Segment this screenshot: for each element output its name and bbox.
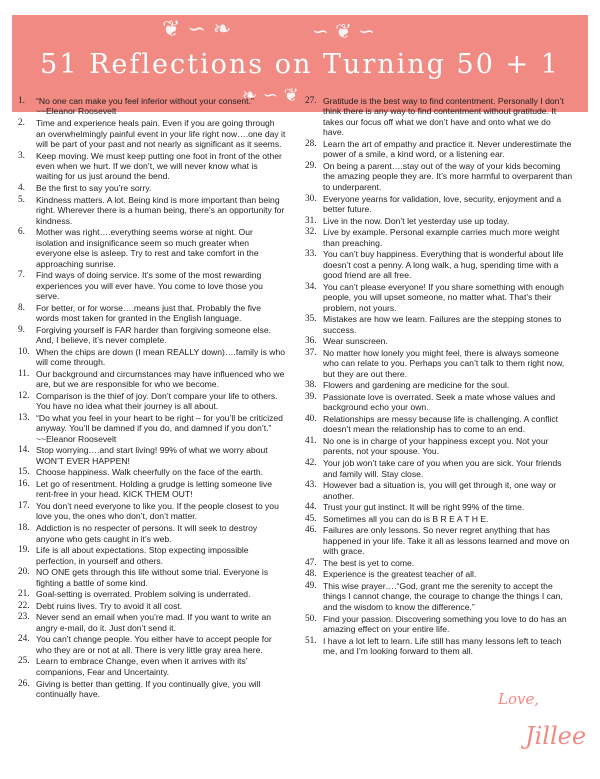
swirl-ornament-icon: ❧ ∽ ❦ (242, 85, 299, 106)
list-item (305, 525, 573, 556)
list-item (305, 558, 573, 568)
item-text: “Do what you feel in your heart to be right – for you’ll be criticized anyway. You’ll be damned if you do, and damned if you don’t.” ~~Eleanor Roosevelt (36, 412, 283, 444)
item-number: 25. (18, 656, 30, 667)
list-item (305, 458, 573, 479)
list-item (18, 325, 286, 346)
item-text: Find your passion. Discovering something you love to do has an amazing effect on your entire life. (323, 613, 567, 634)
item-number: 31. (305, 215, 317, 226)
item-text: Wear sunscreen. (323, 336, 388, 347)
item-number: 29. (305, 161, 317, 171)
list-item (305, 414, 573, 435)
item-number: 44. (305, 502, 317, 513)
list-item (18, 479, 286, 500)
list-item (18, 303, 286, 324)
list-item (18, 118, 286, 149)
list-item (305, 282, 573, 313)
item-number: 49. (305, 581, 317, 592)
item-number: 3. (18, 150, 25, 161)
list-item (18, 589, 286, 599)
list-item (18, 151, 286, 182)
list-item (305, 314, 573, 335)
item-text: Trust your gut instinct. It will be right 99% of the time. (323, 502, 525, 513)
item-number: 1. (18, 96, 25, 106)
item-number: 34. (305, 281, 317, 292)
item-text: Forgiving yourself is FAR harder than forgiving someone else. And, I believe, it’s never complete. (36, 324, 272, 346)
list-item (305, 139, 573, 160)
item-number: 16. (18, 478, 30, 489)
item-number: 11. (18, 368, 30, 379)
list-item (18, 601, 286, 611)
list-item (305, 581, 573, 612)
item-text: Never send an email when you’re mad. If you want to write an angry e-mail, do it. Just don’t send it. (36, 612, 272, 633)
list-item (18, 270, 286, 301)
reflections-list-right (305, 96, 573, 656)
reflections-list-left (18, 96, 286, 699)
list-item (18, 347, 286, 368)
item-number: 43. (305, 480, 317, 491)
list-item (305, 336, 573, 346)
item-number: 17. (18, 501, 30, 512)
item-text: Learn to embrace Change, even when it arrives with its’ companions, Fear and Uncertainty. (36, 656, 248, 677)
item-text: Live in the now. Don’t let yesterday use up today. (323, 215, 510, 226)
item-text: Be the first to say you’re sorry. (36, 183, 152, 194)
item-text: No one is in charge of your happiness except you. Not your parents, not your spouse. You. (323, 436, 549, 457)
item-number: 24. (18, 634, 30, 645)
item-text: Life is all about expectations. Stop expecting impossible perfection, in yourself and others. (36, 545, 249, 566)
item-number: 30. (305, 193, 317, 204)
item-number: 5. (18, 194, 25, 205)
list-item (305, 227, 573, 248)
item-text: Time and experience heals pain. Even if you are going through an overwhelmingly painful event in your life right now….one day it will be part of your past and not nearly as significant as it seems. (36, 118, 286, 149)
page-title: 51 Reflections on Turning 50 + 1 (40, 49, 560, 80)
signature-love: Love, (498, 690, 540, 708)
item-number: 13. (18, 412, 30, 423)
list-item (18, 612, 286, 633)
swirl-ornament-icon: ∽ ❦ ∽ (312, 19, 375, 43)
reflections-column-right (305, 96, 573, 658)
item-number: 38. (305, 380, 317, 391)
signature-name: Jillee (525, 722, 587, 750)
list-item (18, 391, 286, 412)
item-text: The best is yet to come. (323, 557, 415, 568)
list-item (18, 501, 286, 522)
item-text: Learn the art of empathy and practice it. Never underestimate the power of a smile, a kind word, or a listening ear. (323, 138, 572, 160)
list-item (18, 195, 286, 226)
list-item (18, 369, 286, 390)
list-item (305, 614, 573, 635)
item-text: Live by example. Personal example carries much more weight than preaching. (323, 227, 560, 248)
item-text: Everyone yearns for validation, love, security, enjoyment and a better future. (323, 193, 562, 214)
item-text: Mistakes are how we learn. Failures are the stepping stones to success. (323, 314, 562, 335)
list-item (305, 514, 573, 524)
item-text: Experience is the greatest teacher of all. (323, 569, 477, 580)
item-number: 6. (18, 227, 25, 238)
item-text: You can’t please everyone! If you share something with enough people, you will upset someone, no matter what. That’s their problem, not yours. (323, 281, 564, 313)
list-item (18, 413, 286, 444)
item-text: Giving is better than getting. If you continually give, you will continually have. (36, 678, 261, 699)
item-text: Your job won’t take care of you when you are sick. Your friends and family will. Stay close. (323, 458, 562, 479)
item-number: 9. (18, 324, 25, 335)
list-item (18, 523, 286, 544)
list-item (18, 656, 286, 677)
item-text: Gratitude is the best way to find contentment. Personally I don’t think there is any way to find contentment without gratitude. It takes our focus off what we don’t have and onto what we do have. (323, 96, 564, 138)
item-number: 32. (305, 227, 317, 238)
list-item (18, 567, 286, 588)
item-number: 35. (305, 314, 317, 325)
item-number: 46. (305, 525, 317, 536)
swirl-ornament-icon: ❦ ∽ ❧ (162, 17, 232, 42)
item-number: 15. (18, 467, 30, 478)
item-text: You don’t need everyone to like you. If the people closest to you love you, the ones who don’t, don’t matter. (36, 501, 279, 522)
item-number: 2. (18, 118, 25, 129)
list-item (305, 480, 573, 501)
item-text: Flowers and gardening are medicine for the soul. (323, 380, 510, 391)
item-text: “No one can make you feel inferior without your consent.” ~~Eleanor Roosevelt (36, 96, 254, 117)
item-text: Passionate love is overrated. Seek a mate whose values and background echo your own. (323, 391, 556, 413)
item-text: NO ONE gets through this life without some trial. Everyone is fighting a battle of some kind. (36, 567, 269, 588)
item-number: 20. (18, 567, 30, 578)
item-number: 41. (305, 436, 317, 447)
list-item (18, 96, 286, 117)
list-item (18, 183, 286, 193)
item-number: 23. (18, 612, 30, 623)
item-number: 18. (18, 523, 30, 534)
item-number: 8. (18, 302, 25, 313)
item-text: When the chips are down (I mean REALLY down)….family is who will come through. (36, 346, 286, 368)
item-text: Sometimes all you can do is B R E A T H E. (323, 513, 489, 524)
item-text: Keep moving. We must keep putting one foot in front of the other even when we hurt. If we don’t, we will never know what is waiting for us just around the bend. (36, 150, 282, 182)
item-number: 10. (18, 346, 30, 357)
item-number: 50. (305, 613, 317, 624)
list-item (305, 348, 573, 379)
list-item (305, 392, 573, 413)
item-text: Kindness matters. A lot. Being kind is more important than being right. Wherever there is a human being, there’s an opportunity for kindness. (36, 194, 285, 226)
list-item (305, 249, 573, 280)
item-number: 12. (18, 390, 30, 401)
item-text: You can’t buy happiness. Everything that is wonderful about life doesn’t cost a penny. A long walk, a hug, spending time with a good friend are all free. (323, 249, 564, 281)
item-number: 33. (305, 249, 317, 260)
list-item (305, 380, 573, 390)
item-text: I have a lot left to learn. Life still has many lessons left to teach me, and I’m looking forward to them all. (323, 635, 562, 657)
item-text: Mother was right….everything seems worse at night. Our isolation and insignificance seem so much greater when everyone else is asleep. Try to rest and take comfort in the approaching sunrise. (36, 227, 259, 269)
list-item (305, 569, 573, 579)
item-number: 26. (18, 678, 30, 689)
list-item (305, 216, 573, 226)
item-text: Addiction is no respecter of persons. It will seek to destroy anyone who gets caught in it’s web. (36, 523, 258, 544)
list-item (18, 679, 286, 700)
list-item (18, 634, 286, 655)
item-number: 42. (305, 458, 317, 469)
list-item (18, 467, 286, 477)
reflections-column-left (18, 96, 286, 701)
item-number: 36. (305, 336, 317, 347)
list-item (305, 502, 573, 512)
list-item (18, 445, 286, 466)
item-number: 19. (18, 545, 30, 556)
item-text: For better, or for worse….means just that. Probably the five words most taken for granted in the English language. (36, 302, 261, 324)
list-item (305, 436, 573, 457)
item-text: Choose happiness. Walk cheerfully on the face of the earth. (36, 467, 264, 478)
item-text: This wise prayer….“God, grant me the serenity to accept the things I cannot change, the courage to change the things I can, and the wisdom to know the difference.” (323, 581, 563, 612)
item-number: 28. (305, 138, 317, 149)
list-item (305, 96, 573, 138)
list-item (18, 545, 286, 566)
item-text: Stop worrying….and start living! 99% of what we worry about WON’T EVER HAPPEN! (36, 445, 268, 466)
item-text: Failures are only lessons. So never regret anything that has happened in your life. Take it all as lessons learned and move on with grace. (323, 525, 570, 557)
item-number: 39. (305, 391, 317, 402)
item-text: Comparison is the thief of joy. Don’t compare your life to others. You have no idea what their journey is all about. (36, 390, 278, 412)
item-text: You can’t change people. You either have to accept people for who they are or not at all. There is very little gray area here. (36, 634, 272, 655)
item-text: Let go of resentment. Holding a grudge is letting someone live rent-free in your head. KICK THEM OUT! (36, 478, 272, 500)
item-text: No matter how lonely you might feel, there is always someone who can relate to you. Perhaps you can’t talk to them right now, but they are out there. (323, 347, 565, 379)
item-text: Debt ruins lives. Try to avoid it all cost. (36, 600, 183, 611)
item-number: 22. (18, 600, 30, 611)
item-number: 7. (18, 270, 25, 281)
item-number: 48. (305, 569, 317, 580)
item-number: 51. (305, 635, 317, 646)
item-text: Goal-setting is overrated. Problem solving is underrated. (36, 589, 251, 600)
item-text: Find ways of doing service. It’s some of the most rewarding experiences you will ever have. You come to love those you serve. (36, 270, 263, 301)
item-number: 45. (305, 513, 317, 524)
item-number: 4. (18, 183, 25, 194)
list-item (305, 636, 573, 657)
item-text: On being a parent….stay out of the way of your kids becoming the amazing people they are. It’s more harmful to overparent than to underparent. (323, 161, 573, 192)
list-item (18, 227, 286, 269)
item-number: 21. (18, 589, 30, 600)
item-text: Relationships are messy because life is challenging. A conflict doesn’t mean the relationship has to come to an end. (323, 413, 559, 435)
item-number: 27. (305, 96, 317, 106)
list-item (305, 194, 573, 215)
item-number: 37. (305, 347, 317, 358)
item-number: 14. (18, 445, 30, 456)
item-number: 40. (305, 413, 317, 424)
item-text: Our background and circumstances may have influenced who we are, but we are responsible for who we become. (36, 368, 285, 390)
list-item (305, 161, 573, 192)
item-number: 47. (305, 557, 317, 568)
item-text: However bad a situation is, you will get through it, one way or another. (323, 480, 557, 501)
